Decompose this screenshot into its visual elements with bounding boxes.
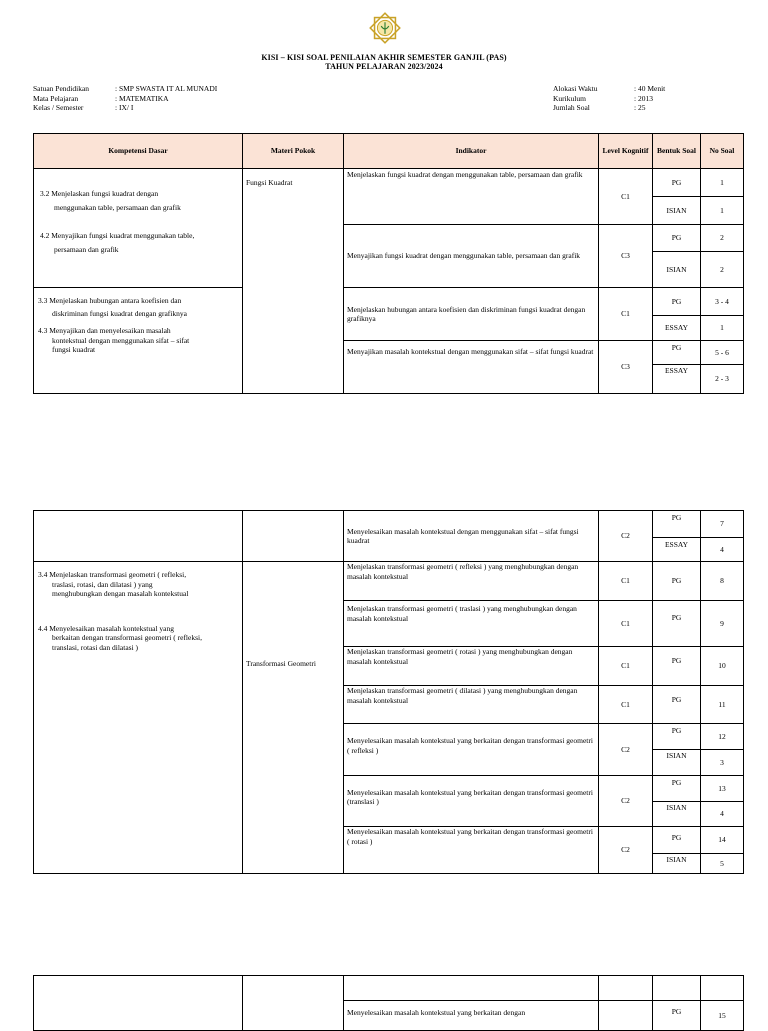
- bentuk-cell: ISIAN: [653, 197, 701, 225]
- no-cell: 5 - 6: [701, 341, 744, 365]
- no-cell: 14: [701, 827, 744, 854]
- info-value: : SMP SWASTA IT AL MUNADI: [115, 84, 218, 93]
- kd-text: 3.3 Menjelaskan hubungan antara koefisien dan: [38, 296, 182, 305]
- no-cell: 8: [701, 562, 744, 601]
- bentuk-cell: PG: [653, 169, 701, 197]
- bentuk-cell: PG: [653, 724, 701, 750]
- no-cell: 9: [701, 601, 744, 647]
- level-cell: C2: [599, 827, 653, 874]
- kisi-table-2: [33, 510, 744, 874]
- level-empty-cell: [599, 976, 653, 1001]
- level-cell: C2: [599, 776, 653, 827]
- col-level-header: Level Kognitif: [599, 134, 653, 169]
- info-value: : MATEMATIKA: [115, 93, 169, 103]
- materi-cell: Fungsi Kuadrat: [243, 169, 344, 394]
- no-cell: 5: [701, 854, 744, 874]
- no-cell: 11: [701, 686, 744, 724]
- indikator-cell: Menjelaskan transformasi geometri ( rotasi ) yang menghubungkan dengan masalah kontekstual: [344, 647, 599, 686]
- kd-text: 4.3 Menyajikan dan menyelesaikan masalah: [38, 326, 171, 335]
- kd-text: diskriminan fungsi kuadrat dengan grafiknya: [52, 308, 187, 318]
- bentuk-cell: ESSAY: [653, 316, 701, 341]
- indikator-cell: Menyelesaikan masalah kontekstual yang berkaitan dengan transformasi geometri (translasi ): [344, 776, 599, 827]
- bentuk-cell: PG: [653, 601, 701, 647]
- bentuk-cell: PG: [653, 827, 701, 854]
- indikator-cell: Menyelesaikan masalah kontekstual dengan menggunakan sifat – sifat fungsi kuadrat: [344, 511, 599, 562]
- level-cell: C2: [599, 511, 653, 562]
- bentuk-cell: ESSAY: [653, 365, 701, 394]
- indikator-cell: Menjelaskan transformasi geometri ( dilatasi ) yang menghubungkan dengan masalah kontekstual: [344, 686, 599, 724]
- kd-empty-cell: [34, 976, 243, 1031]
- no-cell: 15: [701, 1001, 744, 1031]
- kd-cell-3: [34, 562, 243, 874]
- info-value: : 25: [634, 103, 646, 112]
- col-bentuk-header: Bentuk Soal: [653, 134, 701, 169]
- indikator-cell: Menjelaskan transformasi geometri ( refleksi ) yang menghubungkan dengan masalah kontekstual: [344, 562, 599, 601]
- kd-cell-2: [34, 288, 243, 394]
- bentuk-cell: PG: [653, 511, 701, 538]
- no-cell: 13: [701, 776, 744, 802]
- col-kd-header: Kompetensi Dasar: [34, 134, 243, 169]
- indikator-cell: Menyajikan fungsi kuadrat dengan menggunakan table, persamaan dan grafik: [344, 225, 599, 288]
- no-cell: 3 - 4: [701, 288, 744, 316]
- level-cell: C1: [599, 562, 653, 601]
- kd-text: 4.2 Menyajikan fungsi kuadrat menggunakan table,: [40, 231, 195, 240]
- kd-text: translasi, rotasi dan dilatasi ): [52, 642, 139, 652]
- level-cell: C3: [599, 225, 653, 288]
- bentuk-cell: ISIAN: [653, 802, 701, 827]
- no-cell: 4: [701, 802, 744, 827]
- level-cell: C1: [599, 686, 653, 724]
- bentuk-empty-cell: [653, 976, 701, 1001]
- document-title-line2: TAHUN PELAJARAN 2023/2024: [325, 62, 443, 71]
- info-label: Kurikulum: [553, 93, 586, 103]
- info-label: Kelas / Semester: [33, 103, 84, 112]
- no-cell: 2: [701, 225, 744, 252]
- table-row: [34, 562, 744, 601]
- bentuk-cell: PG: [653, 647, 701, 686]
- info-value: : 40 Menit: [634, 84, 666, 93]
- no-cell: 4: [701, 538, 744, 562]
- info-value: : 2013: [634, 93, 653, 103]
- table-row: [34, 976, 744, 1001]
- table-row: [34, 511, 744, 538]
- info-right: [553, 84, 665, 113]
- no-cell: 2: [701, 252, 744, 288]
- no-cell: 1: [701, 197, 744, 225]
- level-cell: C1: [599, 647, 653, 686]
- indikator-cell: Menyajikan masalah kontekstual dengan menggunakan sifat – sifat fungsi kuadrat: [344, 341, 599, 394]
- info-label: Satuan Pendidikan: [33, 84, 90, 93]
- info-value: : IX/ I: [115, 103, 134, 112]
- indikator-cell: Menjelaskan transformasi geometri ( traslasi ) yang menghubungkan dengan masalah kontekstual: [344, 601, 599, 647]
- bentuk-cell: ISIAN: [653, 750, 701, 776]
- no-cell: 1: [701, 316, 744, 341]
- kd-text: kontekstual dengan menggunakan sifat – sifat: [52, 335, 190, 345]
- kd-text: traslasi, rotasi, dan dilatasi ) yang: [52, 579, 153, 589]
- no-cell: 3: [701, 750, 744, 776]
- bentuk-cell: PG: [653, 562, 701, 601]
- materi-empty-cell: [243, 976, 344, 1031]
- kd-text: menghubungkan dengan masalah kontekstual: [52, 589, 189, 598]
- level-cell: C1: [599, 169, 653, 225]
- level-cell: C2: [599, 724, 653, 776]
- level-cell: C1: [599, 601, 653, 647]
- indikator-cell: Menyelesaikan masalah kontekstual yang berkaitan dengan transformasi geometri ( rotasi ): [344, 827, 599, 874]
- bentuk-cell: PG: [653, 341, 701, 365]
- indikator-empty-cell: [344, 976, 599, 1001]
- materi-cell: Transformasi Geometri: [243, 562, 344, 874]
- kd-text: 3.4 Menjelaskan transformasi geometri ( refleksi,: [38, 570, 187, 579]
- kisi-table-1: [33, 133, 744, 394]
- info-label: Mata Pelajaran: [33, 93, 79, 103]
- info-left: [33, 84, 217, 113]
- kd-text: fungsi kuadrat: [52, 345, 96, 354]
- indikator-cell: Menyelesaikan masalah kontekstual yang berkaitan dengan transformasi geometri ( refleksi ): [344, 724, 599, 776]
- col-indikator-header: Indikator: [344, 134, 599, 169]
- indikator-cell: Menjelaskan fungsi kuadrat dengan menggunakan table, persamaan dan grafik: [344, 169, 599, 225]
- bentuk-cell: PG: [653, 288, 701, 316]
- document-title-line1: KISI – KISI SOAL PENILAIAN AKHIR SEMESTER GANJIL (PAS): [261, 53, 507, 62]
- indikator-cell: Menyelesaikan masalah kontekstual yang berkaitan dengan: [344, 1001, 599, 1031]
- materi-empty-cell: [243, 511, 344, 562]
- table-header-row: [34, 134, 744, 169]
- kd-text: persamaan dan grafik: [54, 244, 119, 254]
- level-cell: C1: [599, 288, 653, 341]
- no-cell: 1: [701, 169, 744, 197]
- school-logo-icon: [366, 9, 404, 47]
- bentuk-cell: PG: [653, 686, 701, 724]
- bentuk-cell: ISIAN: [653, 854, 701, 874]
- table-row: [34, 288, 744, 316]
- no-empty-cell: [701, 976, 744, 1001]
- kd-empty-cell: [34, 511, 243, 562]
- bentuk-cell: PG: [653, 225, 701, 252]
- bentuk-cell: ISIAN: [653, 252, 701, 288]
- bentuk-cell: ESSAY: [653, 538, 701, 562]
- bentuk-cell: PG: [653, 776, 701, 802]
- kd-text: 3.2 Menjelaskan fungsi kuadrat dengan: [40, 189, 159, 198]
- kd-cell-1: [34, 169, 243, 288]
- kd-text: menggunakan table, persamaan dan grafik: [54, 202, 181, 212]
- info-label: Alokasi Waktu: [553, 84, 598, 93]
- info-label: Jumlah Soal: [553, 103, 590, 112]
- no-cell: 12: [701, 724, 744, 750]
- no-cell: 10: [701, 647, 744, 686]
- col-materi-header: Materi Pokok: [243, 134, 344, 169]
- kd-text: 4.4 Menyelesaikan masalah kontekstual yang: [38, 623, 175, 633]
- kisi-table-3: [33, 975, 744, 1031]
- col-no-header: No Soal: [701, 134, 744, 169]
- no-cell: 2 - 3: [701, 365, 744, 394]
- indikator-cell: Menjelaskan hubungan antara koefisien dan diskriminan fungsi kuadrat dengan grafiknya: [344, 288, 599, 341]
- table-row: [34, 169, 744, 197]
- level-cell: C3: [599, 341, 653, 394]
- kd-text: berkaitan dengan transformasi geometri ( refleksi,: [52, 633, 202, 642]
- bentuk-cell: PG: [653, 1001, 701, 1031]
- level-empty-cell: [599, 1001, 653, 1031]
- no-cell: 7: [701, 511, 744, 538]
